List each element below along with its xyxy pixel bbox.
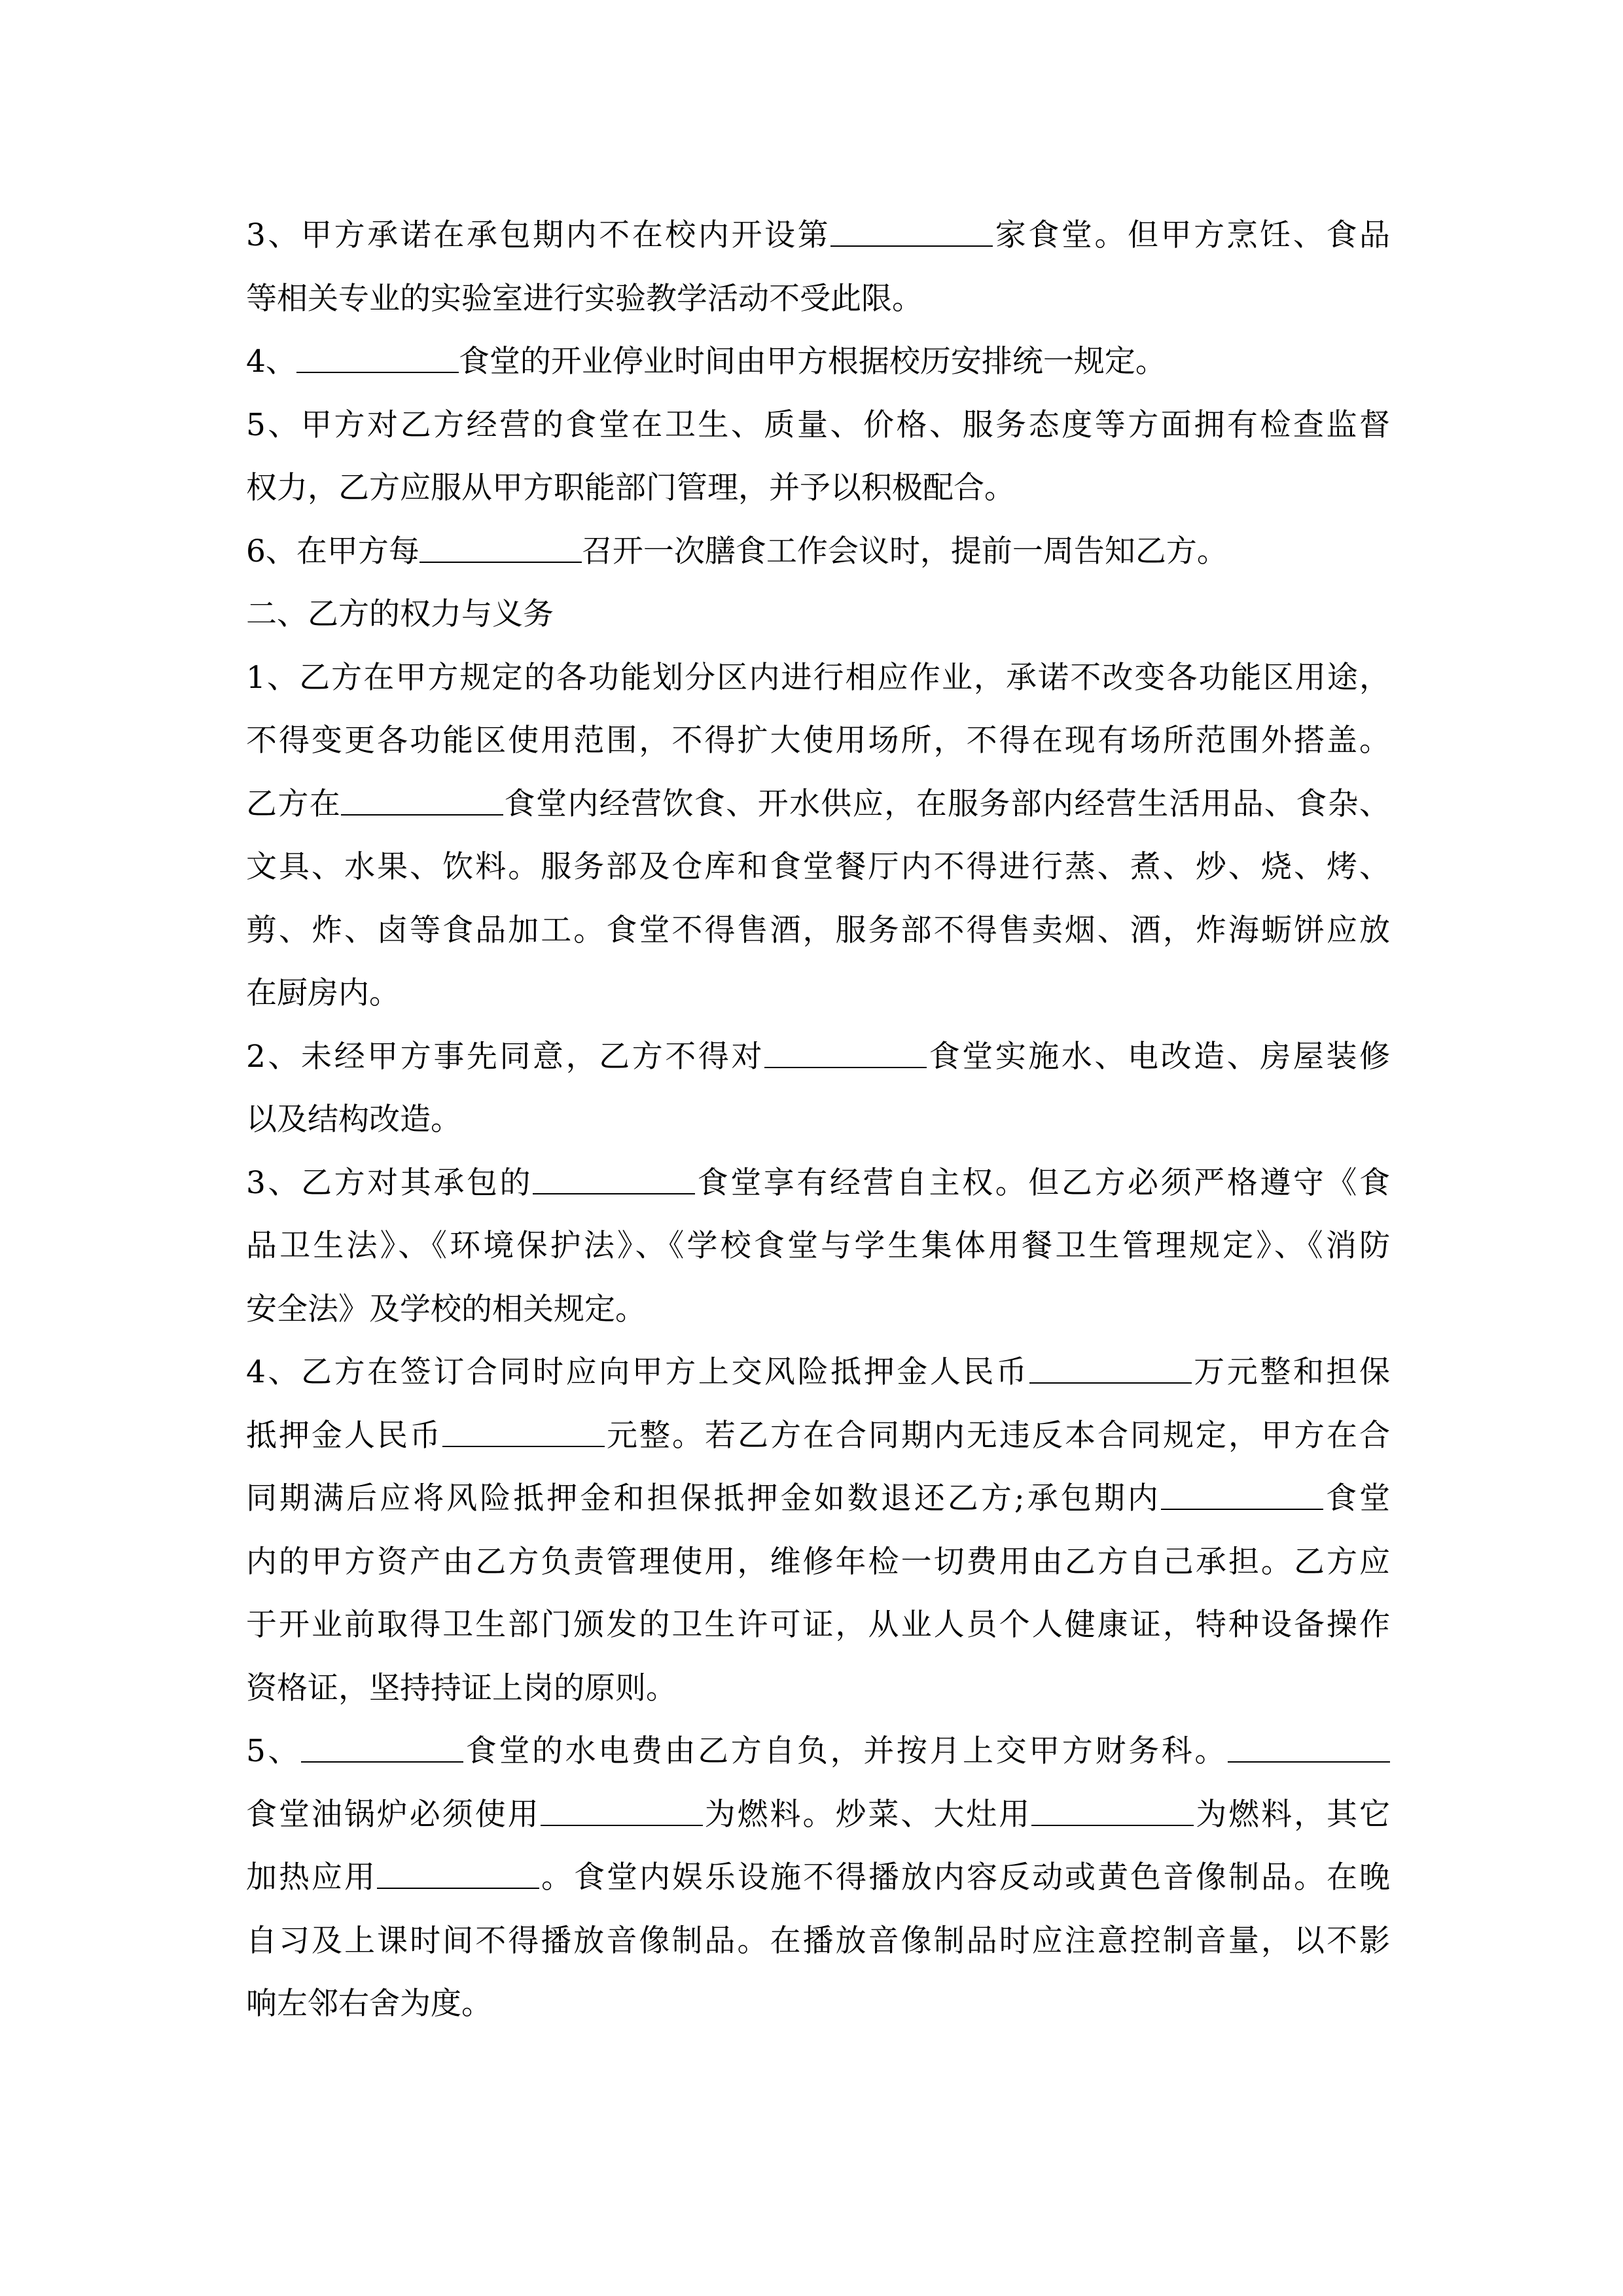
paragraph-clause-a4 [246,331,1390,394]
text-line [246,1973,1390,2036]
line-text: 响左邻右舍为度。 [246,1986,492,2022]
text-line [246,1910,1390,1973]
line-text: 。食堂内娱乐设施不得播放内容反动或黄色音像制品。在晚 [539,1859,1390,1895]
fill-in-blank[interactable] [377,1860,539,1889]
line-text: 品卫生法》、《环境保护法》、《学校食堂与学生集体用餐卫生管理规定》、《消防 [246,1228,1390,1264]
document-body [246,204,1390,2036]
line-text: 以及结构改造。 [246,1102,461,1138]
line-text: 3、甲方承诺在承包期内不在校内开设第 [246,217,831,253]
line-text: 食堂 [1323,1480,1390,1516]
fill-in-blank[interactable] [341,786,503,815]
fill-in-blank[interactable] [541,1797,703,1825]
line-text: 不得变更各功能区使用范围，不得扩大使用场所，不得在现有场所范围外搭盖。 [246,723,1390,759]
text-line [246,204,1390,268]
line-text: 抵押金人民币 [246,1417,442,1454]
paragraph-clause-b3 [246,1152,1390,1342]
line-text: 于开业前取得卫生部门颁发的卫生许可证，从业人员个人健康证，特种设备操作 [246,1607,1390,1643]
line-text: 3、乙方对其承包的 [246,1164,533,1201]
text-line [246,1467,1390,1531]
text-line [246,1026,1390,1089]
line-text: 4、乙方在签订合同时应向甲方上交风险抵押金人民币 [246,1354,1029,1390]
line-text: 4、 [246,344,296,380]
text-line [246,1341,1390,1405]
line-text: 二、乙方的权力与义务 [246,596,554,632]
line-text: 6、在甲方每 [246,533,419,569]
line-text: 食堂内经营饮食、开水供应，在服务部内经营生活用品、食杂、 [503,785,1391,822]
text-line [246,583,1390,647]
text-line [246,836,1390,899]
paragraph-clause-a5 [246,394,1390,520]
line-text: 家食堂。但甲方烹饪、食品 [993,217,1391,253]
line-text: 文具、水果、饮料。服务部及仓库和食堂餐厅内不得进行蒸、煮、炒、烧、烤、 [246,849,1390,885]
fill-in-blank[interactable] [301,1734,463,1763]
text-line [246,1278,1390,1342]
fill-in-blank[interactable] [533,1165,695,1194]
paragraph-clause-a3 [246,204,1390,331]
text-line [246,962,1390,1026]
paragraph-clause-b5 [246,1720,1390,2036]
line-text: 安全法》及学校的相关规定。 [246,1291,646,1327]
line-text: 同期满后应将风险抵押金和担保抵押金如数退还乙方;承包期内 [246,1480,1161,1516]
line-text: 等相关专业的实验室进行实验教学活动不受此限。 [246,280,923,317]
line-text: 元整。若乙方在合同期内无违反本合同规定，甲方在合 [605,1417,1390,1454]
line-text: 权力，乙方应服从甲方职能部门管理，并予以积极配合。 [246,470,1015,506]
text-line [246,457,1390,520]
fill-in-blank[interactable] [764,1039,927,1067]
text-line [246,1088,1390,1152]
paragraph-clause-b4 [246,1341,1390,1720]
fill-in-blank[interactable] [1031,1797,1194,1825]
line-text: 食堂享有经营自主权。但乙方必须严格遵守《食 [695,1164,1390,1201]
line-text: 资格证，坚持持证上岗的原则。 [246,1670,677,1706]
paragraph-section-2-heading [246,583,1390,647]
text-line [246,1784,1390,1847]
line-text: 召开一次膳食工作会议时，提前一周告知乙方。 [581,533,1228,569]
line-text: 内的甲方资产由乙方负责管理使用，维修年检一切费用由乙方自己承担。乙方应 [246,1543,1390,1580]
text-line [246,1531,1390,1594]
text-line [246,1657,1390,1721]
line-text: 剪、炸、卤等食品加工。食堂不得售酒，服务部不得售卖烟、酒，炸海蛎饼应放 [246,912,1390,948]
fill-in-blank[interactable] [1228,1734,1390,1763]
text-line [246,1594,1390,1657]
line-text: 为燃料，其它 [1194,1796,1391,1833]
text-line [246,1405,1390,1468]
text-line [246,520,1390,584]
line-text: 万元整和担保 [1191,1354,1390,1390]
fill-in-blank[interactable] [296,344,459,373]
line-text: 5、 [246,1733,302,1769]
line-text: 自习及上课时间不得播放音像制品。在播放音像制品时应注意控制音量，以不影 [246,1922,1390,1959]
fill-in-blank[interactable] [419,533,582,562]
line-text: 加热应用 [246,1859,377,1895]
line-text: 2、未经甲方事先同意，乙方不得对 [246,1038,765,1075]
line-text: 食堂的水电费由乙方自负，并按月上交甲方财务科。 [463,1733,1228,1769]
line-text: 5、甲方对乙方经营的食堂在卫生、质量、价格、服务态度等方面拥有检查监督 [246,406,1390,443]
fill-in-blank[interactable] [442,1418,605,1446]
fill-in-blank[interactable] [1029,1355,1192,1384]
text-line [246,1152,1390,1215]
text-line [246,331,1390,394]
line-text: 乙方在 [246,785,342,822]
fill-in-blank[interactable] [830,218,993,247]
text-line [246,1846,1390,1910]
line-text: 食堂实施水、电改造、房屋装修 [927,1038,1391,1075]
text-line [246,1215,1390,1278]
line-text: 食堂的开业停业时间由甲方根据校历安排统一规定。 [458,344,1166,380]
line-text: 为燃料。炒菜、大灶用 [702,1796,1032,1833]
line-text: 1、乙方在甲方规定的各功能划分区内进行相应作业，承诺不改变各功能区用途， [246,659,1390,696]
text-line [246,394,1390,457]
line-text: 在厨房内。 [246,975,400,1011]
text-line [246,899,1390,963]
text-line [246,1720,1390,1784]
line-text: 食堂油锅炉必须使用 [246,1796,541,1833]
fill-in-blank[interactable] [1161,1481,1323,1510]
text-line [246,709,1390,773]
paragraph-clause-b1 [246,647,1390,1026]
text-line [246,268,1390,331]
paragraph-clause-b2 [246,1026,1390,1152]
paragraph-clause-a6 [246,520,1390,584]
text-line [246,647,1390,710]
text-line [246,773,1390,836]
